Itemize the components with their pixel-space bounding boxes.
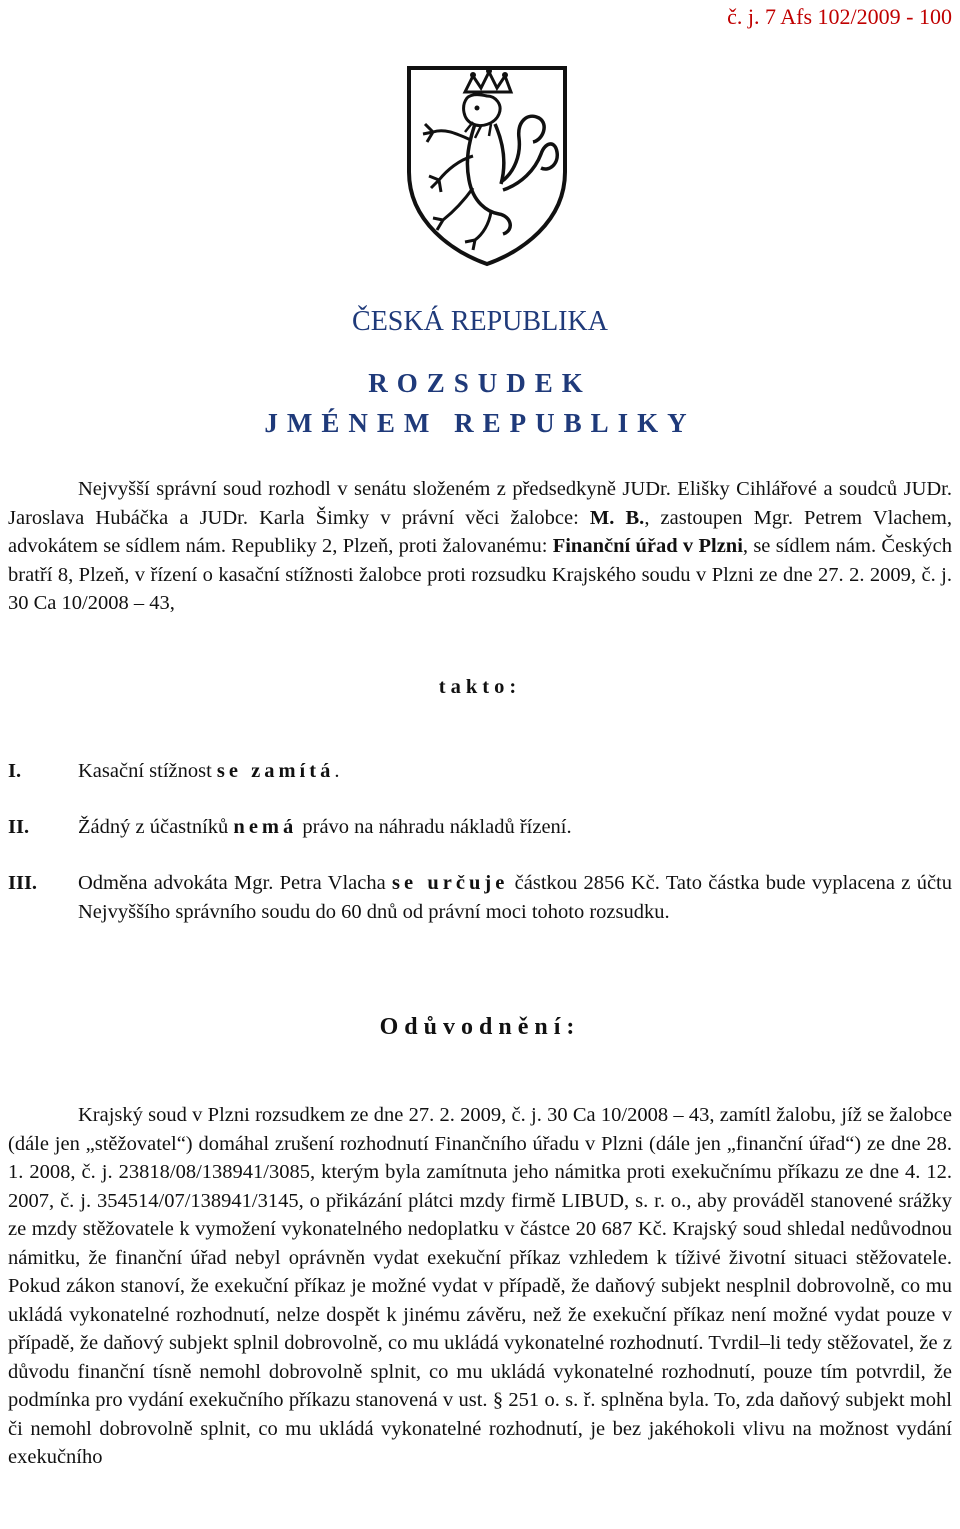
verdict-emphasis: se určuje: [392, 872, 509, 894]
verdict-number: III.: [8, 872, 38, 894]
intro-text-2: , zastoupen Mgr. Petrem Vlachem, advokátem se sídlem nám. Republiky 2, Plzeň, proti žalovanému:: [8, 506, 952, 557]
republic-name: ČESKÁ REPUBLIKA: [352, 306, 608, 337]
verdict-item: [8, 869, 952, 926]
czech-lion-coat-of-arms-icon: [403, 62, 571, 268]
verdict-number: I.: [8, 760, 22, 782]
intro-text-1: Nejvyšší správní soud rozhodl v senátu složeném z předsedkyně JUDr. Elišky Cihlářové a soudců JUDr. Jaroslava Hubáčka a JUDr. Karla Šimky v právní věci žalobce:: [8, 478, 952, 529]
plaintiff-name: M. B.: [589, 506, 645, 529]
verdict-text-end: právo na náhradu nákladů řízení.: [297, 816, 572, 838]
verdict-emphasis: nemá: [233, 816, 298, 838]
verdict-text-end: částkou 2856 Kč. Tato částka bude vyplacena z účtu Nejvyššího správního soudu do 60 dnů od právní moci tohoto rozsudku.: [78, 872, 952, 923]
intro-paragraph: [8, 475, 952, 618]
takto-heading: takto:: [438, 676, 522, 698]
verdict-text: Žádný z účastníků: [78, 816, 234, 838]
verdict-item: [8, 813, 952, 842]
verdict-text: Kasační stížnost: [78, 760, 217, 782]
verdict-emphasis: se zamítá: [216, 760, 335, 782]
verdict-text-end: .: [334, 760, 340, 782]
intro-text-3: , se sídlem nám. Českých bratří 8, Plzeň, v řízení o kasační stížnosti žalobce proti rozsudku Krajského soudu v Plzni ze dne 27. 2. 2009, č. j. 30 Ca 10/2008 – 43,: [8, 535, 952, 614]
reasoning-paragraph: [8, 1101, 952, 1472]
verdict-item: [8, 757, 952, 786]
judgment-title: ROZSUDEK: [368, 368, 592, 398]
case-reference: č. j. 7 Afs 102/2009 - 100: [727, 4, 952, 29]
reasoning-heading: Odůvodnění:: [379, 1014, 581, 1040]
judgment-subtitle: JMÉNEM REPUBLIKY: [264, 408, 696, 438]
defendant-name: Finanční úřad v Plzni: [552, 535, 743, 557]
verdict-number: II.: [8, 816, 30, 838]
reasoning-text: Krajský soud v Plzni rozsudkem ze dne 27. 2. 2009, č. j. 30 Ca 10/2008 – 43, zamítl žalobu, jíž se žalobce (dále jen „stěžovatel“) domáhal zrušení rozhodnutí Finančního úřadu v Plzni (dále jen „finanční úřad“) ze dne 28. 1. 2008, č. j. 23818/08/138941/3085, kterým byla zamítnuta jeho námitka proti exekučnímu příkazu ze dne 4. 12. 2007, č. j. 354514/07/138941/3145, o přikázání plátci mzdy firmě LIBUD, s. r. o., aby prováděl stanovené srážky ze mzdy stěžovatele k vymožení vykonatelného nedoplatku v částce 20 687 Kč. Krajský soud shledal nedůvodnou námitku, že finanční úřad nebyl oprávněn vydat exekuční příkaz vzhledem k tíživé životní situaci stěžovatele. Pokud zákon stanoví, že exekuční příkaz je možné vydat v případě, že daňový subjekt nesplnil dobrovolně, co mu ukládá vykonatelné rozhodnutí, nelze dospět k jinému závěru, než že exekuční příkaz není možné vydat pouze v případě, že daňový subjekt splnil dobrovolně, co mu ukládá vykonatelné rozhodnutí. Tvrdil–li tedy stěžovatel, že z důvodu finanční tísně nemohl dobrovolně splnit, co mu ukládá vykonatelné rozhodnutí, pouze tím potvrdil, že podmínka pro vydání exekučního příkazu stanovená v ust. § 251 o. s. ř. splněna byla. To, zda daňový subjekt mohl či nemohl dobrovolně splnit, co mu ukládá vykonatelné rozhodnutí, je bez jakéhokoli vlivu na možnost vydání exekučního: [8, 1104, 952, 1468]
verdict-text: Odměna advokáta Mgr. Petra Vlacha: [78, 872, 393, 894]
